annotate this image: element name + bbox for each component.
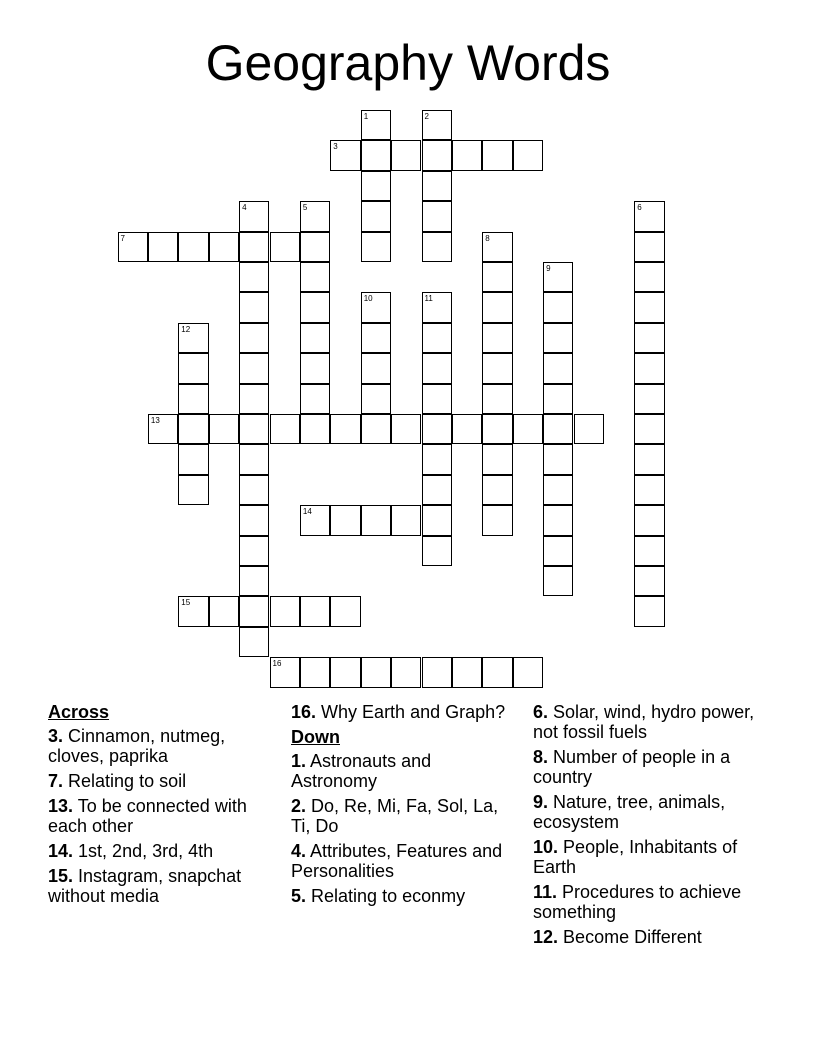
grid-cell[interactable]	[361, 171, 391, 201]
grid-cell[interactable]	[513, 414, 543, 444]
grid-cell[interactable]	[118, 232, 148, 262]
clue-text: Relating to soil	[68, 771, 187, 791]
grid-cell[interactable]	[300, 505, 330, 535]
grid-cell[interactable]	[391, 414, 421, 444]
grid-cell[interactable]	[239, 627, 269, 657]
grid-cell[interactable]	[422, 536, 452, 566]
grid-cell[interactable]	[300, 384, 330, 414]
grid-cell[interactable]	[543, 323, 573, 353]
grid-cell[interactable]	[422, 140, 452, 170]
grid-cell[interactable]	[361, 505, 391, 535]
grid-cell[interactable]	[482, 505, 512, 535]
cell-number: 13	[150, 416, 160, 425]
grid-cell[interactable]	[148, 232, 178, 262]
clue-number: 2.	[291, 796, 307, 816]
clue-number: 10.	[533, 837, 559, 857]
clue-number: 14.	[48, 841, 74, 861]
grid-cell[interactable]	[361, 384, 391, 414]
grid-cell[interactable]	[239, 475, 269, 505]
cell-number: 14	[302, 507, 312, 517]
grid-cell[interactable]	[391, 657, 421, 687]
grid-cell[interactable]	[543, 444, 573, 474]
grid-cell[interactable]	[391, 140, 421, 170]
grid-cell[interactable]	[239, 536, 269, 566]
grid-cell[interactable]	[543, 536, 573, 566]
grid-cell[interactable]	[239, 444, 269, 474]
grid-cell[interactable]	[482, 353, 512, 383]
grid-cell[interactable]	[634, 414, 664, 444]
cell-number: 12	[181, 324, 191, 334]
grid-cell[interactable]	[270, 232, 300, 262]
grid-cell[interactable]	[239, 292, 269, 322]
grid-cell[interactable]	[543, 475, 573, 505]
grid-cell[interactable]	[361, 657, 391, 687]
clue-text: Relating to econmy	[311, 886, 466, 906]
grid-cell[interactable]	[422, 232, 452, 262]
clue-number: 15.	[48, 866, 74, 886]
grid-cell[interactable]	[330, 657, 360, 687]
cell-number: 16	[272, 659, 282, 669]
grid-cell[interactable]	[330, 140, 360, 170]
cell-number: 9	[546, 264, 551, 273]
clue-text: 1st, 2nd, 3rd, 4th	[78, 841, 214, 861]
clue-text: Attributes, Features and Personalities	[291, 841, 503, 881]
grid-cell[interactable]	[239, 505, 269, 535]
clue-text: People, Inhabitants of Earth	[533, 837, 738, 877]
grid-cell[interactable]	[300, 353, 330, 383]
grid-cell[interactable]	[330, 596, 360, 626]
grid-cell[interactable]	[482, 444, 512, 474]
cell-number: 10	[363, 294, 373, 304]
grid-cell[interactable]	[422, 505, 452, 535]
grid-cell[interactable]	[634, 353, 664, 383]
grid-cell[interactable]	[422, 171, 452, 201]
clue-number: 12.	[533, 927, 559, 947]
clue-number: 5.	[291, 886, 307, 906]
grid-cell[interactable]	[178, 596, 208, 626]
grid-cell[interactable]	[482, 384, 512, 414]
grid-cell[interactable]	[543, 566, 573, 596]
cell-number: 2	[424, 112, 429, 121]
grid-cell[interactable]	[482, 262, 512, 292]
grid-cell[interactable]	[634, 232, 664, 262]
grid-cell[interactable]	[634, 566, 664, 596]
grid-cell[interactable]	[634, 262, 664, 292]
grid-cell[interactable]	[300, 262, 330, 292]
grid-cell[interactable]	[543, 505, 573, 535]
grid-cell[interactable]	[239, 262, 269, 292]
grid-cell[interactable]	[482, 292, 512, 322]
clue-down-12	[533, 927, 763, 947]
grid-cell[interactable]	[178, 384, 208, 414]
grid-cell[interactable]	[574, 414, 604, 444]
grid-cell[interactable]	[634, 323, 664, 353]
grid-cell[interactable]	[209, 414, 239, 444]
grid-cell[interactable]	[209, 596, 239, 626]
grid-cell[interactable]	[178, 444, 208, 474]
clues-column-2	[291, 702, 511, 911]
clues-column-3	[533, 702, 763, 952]
clue-across-13	[48, 796, 284, 836]
cell-number: 4	[242, 203, 247, 213]
grid-cell[interactable]	[239, 384, 269, 414]
grid-cell[interactable]	[178, 414, 208, 444]
grid-cell[interactable]	[361, 353, 391, 383]
grid-cell[interactable]	[361, 414, 391, 444]
grid-cell[interactable]	[270, 657, 300, 687]
grid-cell[interactable]	[543, 353, 573, 383]
clue-down-5	[291, 886, 511, 906]
grid-cell[interactable]	[482, 140, 512, 170]
grid-cell[interactable]	[422, 201, 452, 231]
grid-cell[interactable]	[300, 323, 330, 353]
grid-cell[interactable]	[634, 292, 664, 322]
grid-cell[interactable]	[361, 232, 391, 262]
grid-cell[interactable]	[634, 384, 664, 414]
grid-cell[interactable]	[452, 657, 482, 687]
clue-text: Why Earth and Graph?	[321, 702, 506, 722]
clue-number: 9.	[533, 792, 549, 812]
grid-cell[interactable]	[391, 505, 421, 535]
grid-cell[interactable]	[422, 444, 452, 474]
grid-cell[interactable]	[634, 444, 664, 474]
grid-cell[interactable]	[422, 323, 452, 353]
clue-down-1	[291, 751, 511, 791]
clues-column-1	[48, 702, 284, 911]
clue-number: 3.	[48, 726, 64, 746]
clue-down-8	[533, 747, 763, 787]
grid-cell[interactable]	[239, 232, 269, 262]
grid-cell[interactable]	[178, 323, 208, 353]
clue-text: Instagram, snapchat without media	[48, 866, 242, 906]
clue-number: 1.	[291, 751, 307, 771]
grid-cell[interactable]	[543, 262, 573, 292]
clue-number: 11.	[533, 882, 558, 902]
grid-cell[interactable]	[300, 232, 330, 262]
grid-cell[interactable]	[209, 232, 239, 262]
grid-cell[interactable]	[178, 475, 208, 505]
grid-cell[interactable]	[361, 323, 391, 353]
grid-cell[interactable]	[634, 596, 664, 626]
grid-cell[interactable]	[330, 414, 360, 444]
clue-text: Procedures to achieve something	[533, 882, 742, 922]
grid-cell[interactable]	[634, 201, 664, 231]
grid-cell[interactable]	[178, 353, 208, 383]
cell-number: 5	[302, 203, 308, 213]
clue-across-7	[48, 771, 284, 791]
clue-text: Become Different	[563, 927, 702, 947]
clue-across-15	[48, 866, 284, 906]
grid-cell[interactable]	[543, 414, 573, 444]
grid-cell[interactable]	[543, 384, 573, 414]
clue-down-11	[533, 882, 763, 922]
cell-number: 7	[120, 233, 125, 243]
clue-across-3	[48, 726, 284, 766]
grid-cell[interactable]	[300, 201, 330, 231]
clue-number: 16.	[291, 702, 317, 722]
grid-cell[interactable]	[300, 596, 330, 626]
grid-cell[interactable]	[482, 475, 512, 505]
grid-cell[interactable]	[482, 232, 512, 262]
grid-cell[interactable]	[452, 140, 482, 170]
clue-number: 4.	[291, 841, 307, 861]
clue-text: Do, Re, Mi, Fa, Sol, La, Ti, Do	[291, 796, 499, 836]
clue-down-6	[533, 702, 763, 742]
cell-number: 6	[637, 203, 642, 213]
grid-cell[interactable]	[422, 110, 452, 140]
grid-cell[interactable]	[361, 140, 391, 170]
grid-cell[interactable]	[482, 323, 512, 353]
clue-text: To be connected with each other	[48, 796, 247, 836]
grid-cell[interactable]	[300, 657, 330, 687]
grid-cell[interactable]	[300, 414, 330, 444]
clue-text: Cinnamon, nutmeg, cloves, paprika	[48, 726, 226, 766]
grid-cell[interactable]	[422, 353, 452, 383]
clue-number: 6.	[533, 702, 549, 722]
grid-cell[interactable]	[239, 596, 269, 626]
grid-cell[interactable]	[422, 414, 452, 444]
grid-cell[interactable]	[361, 201, 391, 231]
clue-text: Astronauts and Astronomy	[291, 751, 432, 791]
cell-number: 1	[363, 112, 369, 121]
down-heading: Down	[291, 727, 340, 747]
across-heading: Across	[48, 702, 110, 722]
grid-cell[interactable]	[482, 414, 512, 444]
grid-cell[interactable]	[422, 292, 452, 322]
clue-number: 7.	[48, 771, 64, 791]
clue-down-9	[533, 792, 763, 832]
grid-cell[interactable]	[422, 384, 452, 414]
grid-cell[interactable]	[513, 140, 543, 170]
cell-number: 15	[181, 598, 191, 608]
clue-across-16	[291, 702, 511, 722]
grid-cell[interactable]	[422, 475, 452, 505]
grid-cell[interactable]	[239, 353, 269, 383]
grid-cell[interactable]	[178, 232, 208, 262]
grid-cell[interactable]	[361, 292, 391, 322]
grid-cell[interactable]	[634, 505, 664, 535]
clue-text: Solar, wind, hydro power, not fossil fuels	[533, 702, 755, 742]
cell-number: 11	[424, 294, 433, 304]
clue-across-14	[48, 841, 284, 861]
cell-number: 3	[333, 142, 338, 152]
grid-cell[interactable]	[148, 414, 178, 444]
grid-cell[interactable]	[330, 505, 360, 535]
grid-cell[interactable]	[482, 657, 512, 687]
page-title: Geography Words	[205, 35, 611, 91]
clue-down-10	[533, 837, 763, 877]
cell-number: 8	[485, 233, 490, 243]
grid-cell[interactable]	[513, 657, 543, 687]
clue-down-4	[291, 841, 511, 881]
clue-text: Number of people in a country	[533, 747, 731, 787]
grid-cell[interactable]	[239, 201, 269, 231]
grid-cell[interactable]	[422, 657, 452, 687]
clue-text: Nature, tree, animals, ecosystem	[533, 792, 726, 832]
grid-cell[interactable]	[270, 596, 300, 626]
grid-cell[interactable]	[634, 475, 664, 505]
grid-cell[interactable]	[270, 414, 300, 444]
grid-cell[interactable]	[300, 292, 330, 322]
grid-cell[interactable]	[361, 110, 391, 140]
grid-cell[interactable]	[543, 292, 573, 322]
grid-cell[interactable]	[452, 414, 482, 444]
clue-down-2	[291, 796, 511, 836]
grid-cell[interactable]	[239, 566, 269, 596]
clue-number: 13.	[48, 796, 74, 816]
grid-cell[interactable]	[239, 323, 269, 353]
grid-cell[interactable]	[239, 414, 269, 444]
clue-number: 8.	[533, 747, 549, 767]
grid-cell[interactable]	[634, 536, 664, 566]
